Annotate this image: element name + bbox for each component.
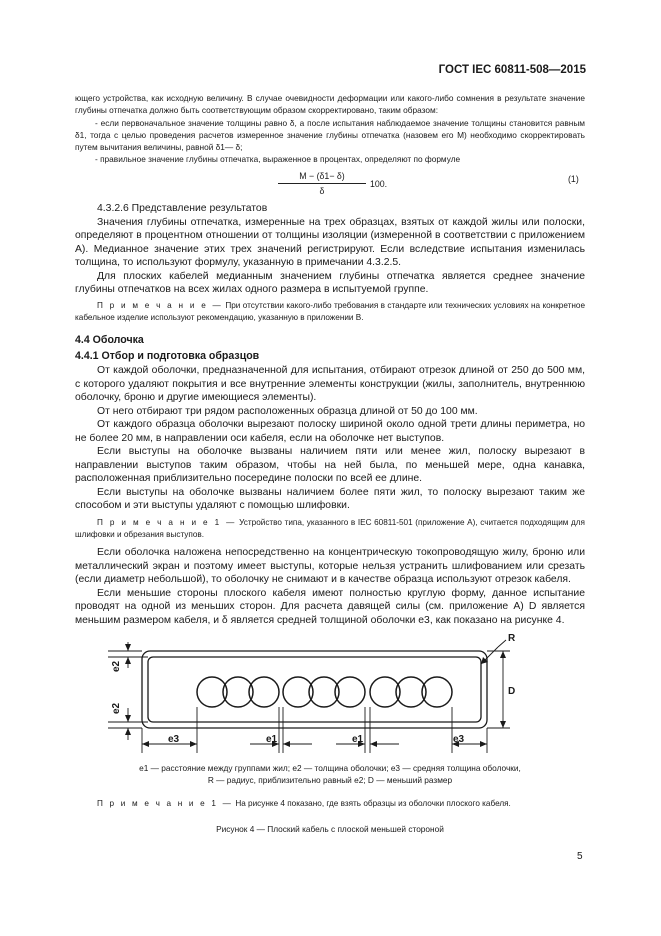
label-D: D: [508, 686, 516, 697]
paragraph: От каждой оболочки, предназначенной для испытания, отбирают отрезок длиной от 250 до 500 мм, с которого удаляют покрытия и все внутренние элементы конструкции (жилы, заполнитель, внутреннюю оболочку, броню и другие имеющиеся элементы).: [75, 365, 585, 403]
section-sampling: [75, 364, 585, 513]
document-header: ГОСТ IEC 60811-508—2015: [438, 64, 586, 76]
label-R: R: [508, 633, 516, 644]
formula: [278, 171, 366, 196]
paragraph: Значения глубины отпечатка, измеренные на трех образцах, взятых от каждой жилы или полоски, определяют в процентном отношении от толщины изоляции (измеренной в соответствии с приложением А). Медианное значение этих трех значений регистрируют. Если вследствие испытания изменилась толщина, то используют формулу, указанную в примечании 4.3.2.5.: [75, 216, 585, 268]
paragraph: Для плоских кабелей медианным значением глубины отпечатка является среднее значение глубины отпечатков на всех жилах одного размера в испытуемой группе.: [75, 270, 585, 295]
label-e3-right: e3: [453, 734, 465, 745]
paragraph: Если выступы на оболочке вызваны наличием пяти или менее жил, полоску вырезают в направлении выступов таким образом, чтобы на ней была, по меньшей мере, одна канавка, расположенная приблизительно посередине полоски по всей ее длине.: [75, 446, 585, 484]
label-e3-left: e3: [168, 734, 180, 745]
paragraph: Если выступы на оболочке вызваны наличием более пяти жил, то полоску вырезают таким же способом и эти выступы удаляют с помощью шлифовки.: [75, 486, 585, 511]
formula-numerator: M − (δ1− δ): [278, 171, 366, 184]
conductor-group-3: [370, 677, 452, 707]
paragraph: Если оболочка наложена непосредственно на концентрическую токопроводящую жилу, броню или металлический экран и поэтому имеет выступы, которые нельзя устранить шлифованием или срезать (если диаметр небольшой), то оболочку не снимают и в качестве образца используют отрезок кабеля.: [75, 547, 585, 585]
conductor-group-1: [197, 677, 279, 707]
label-e1-second: e1: [352, 734, 364, 745]
label-e1-first: e1: [266, 734, 278, 745]
legend-line: e1 — расстояние между группами жил; e2 — толщина оболочки; e3 — средняя толщина оболочки,: [139, 763, 521, 773]
formula-multiplier: 100.: [370, 179, 388, 189]
section-sampling-cont: [75, 546, 585, 627]
paragraph: Если меньшие стороны плоского кабеля имеют полностью круглую форму, данное испытание проводят на одной из меньших сторон. Для расчета давящей силы (см. приложение А) D является меньшим размером кабеля, и δ является средней толщиной оболочки e3, как показано на рисунке 4.: [75, 587, 585, 626]
intro-block: [75, 92, 585, 166]
note-label: П р и м е ч а н и е 1 —: [97, 518, 237, 527]
formula-denominator: δ: [319, 186, 325, 196]
note-text: На рисунке 4 показано, где взять образцы из оболочки плоского кабеля.: [235, 799, 511, 808]
note: [75, 517, 585, 541]
figure-caption: Рисунок 4 — Плоский кабель с плоской меньшей стороной: [216, 824, 444, 834]
figure-4-diagram: [100, 628, 530, 758]
section-title: 4.3.2.6 Представление результатов: [97, 203, 268, 214]
conductor-group-2: [283, 677, 365, 707]
intro-paragraph: ющего устройства, как исходную величину. В случае очевидности деформации или какого-либо сомнения в результате значение глубины отпечатка должно быть соответствующим образом скорректировано, таким образом:: [75, 93, 585, 116]
intro-paragraph: - если первоначальное значение толщины равно δ, а после испытания наблюдаемое значение толщины становится равным δ1, тогда с целью проведения расчетов измеренное значение глубины отпечатка (назовем его M) необходимо скорректировать путем вычитания величины, равной δ1— δ;: [75, 117, 585, 153]
label-e2-top: e2: [111, 660, 122, 672]
paragraph: От каждого образца оболочки вырезают полоску шириной около одной трети длины периметра, но не более 20 мм, в направлении оси кабеля, если на оболочке нет выступов.: [75, 419, 585, 444]
paragraph: От него отбирают три рядом расположенных образца длиной от 50 до 100 мм.: [97, 405, 478, 417]
note-label: П р и м е ч а н и е —: [97, 301, 223, 310]
section-heading-4-4-1: 4.4.1 Отбор и подготовка образцов: [75, 350, 260, 362]
note-text: Устройство типа, указанного в IEC 60811-501 (приложение А), считается подходящим для шлифовки и обрезания выступов.: [75, 518, 585, 540]
page-number: 5: [577, 851, 583, 862]
figure-legend: [75, 762, 585, 786]
intro-paragraph: - правильное значение глубины отпечатка, выраженное в процентах, определяют по формуле: [95, 154, 461, 165]
label-e2-bottom: e2: [111, 702, 122, 714]
formula-number: (1): [568, 174, 579, 184]
legend-line: R — радиус, приблизительно равный e2; D — меньший размер: [207, 775, 453, 786]
note-text: При отсутствии какого-либо требования в стандарте или технических условиях на конкретное кабельное изделие используют рекомендацию, указанную в приложении В.: [75, 301, 585, 323]
note: [75, 300, 585, 324]
section-results: [75, 202, 585, 297]
figure-note: [75, 798, 585, 810]
note-label: П р и м е ч а н и е 1 —: [97, 799, 234, 808]
dimension-arrows: [125, 644, 506, 747]
cable-sheath-outer: [142, 651, 487, 728]
section-heading-4-4: 4.4 Оболочка: [75, 334, 144, 346]
